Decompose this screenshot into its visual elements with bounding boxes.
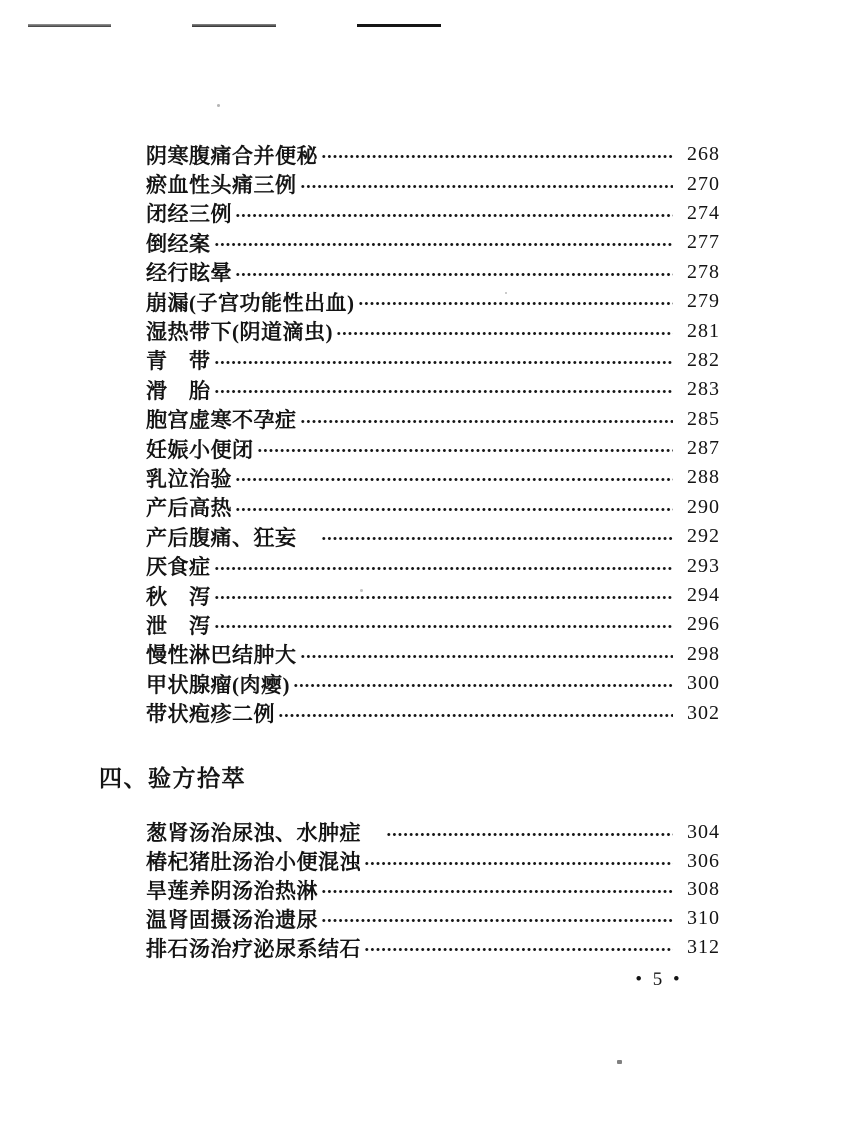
toc-entry-title: 瘀血性头痛三例 [146,173,297,198]
dot-leader [214,622,674,631]
toc-entry-page-number: 304 [687,820,720,843]
scan-artifact-speck [217,104,220,107]
toc-row [146,169,720,198]
dot-leader [235,475,673,484]
toc-entry-title: 产后高热 [146,496,232,521]
toc-entry-title: 椿杞猪肚汤治小便混浊 [146,850,361,875]
toc-entry-title: 倒经案 [146,231,211,256]
toc-row [146,669,720,698]
toc-entry-page-number: 279 [687,290,720,313]
toc-entry-page-number: 290 [687,495,720,518]
toc-entry-page-number: 312 [687,936,720,959]
toc-entry-title: 秋 泻 [146,584,211,609]
toc-row [146,140,720,169]
toc-entry-page-number: 308 [687,878,720,901]
header-rule-right [357,24,441,27]
toc-entry-page-number: 283 [687,378,720,401]
toc-row [146,610,720,639]
toc-list-section [146,818,720,962]
dot-leader [235,270,673,279]
toc-row [146,818,720,847]
toc-row [146,640,720,669]
dot-leader [214,387,674,396]
header-rule-left [28,24,111,27]
toc-entry-page-number: 287 [687,437,720,460]
dot-leader [235,505,673,514]
toc-entry-title: 旱莲养阴汤治热淋 [146,879,318,903]
dot-leader [214,564,674,573]
toc-entry-page-number: 282 [687,348,720,371]
toc-entry-title: 泄 泻 [146,613,211,638]
dot-leader [293,681,673,690]
toc-entry-page-number: 278 [687,260,720,283]
toc-row [146,463,720,492]
toc-list-main [146,140,720,728]
dot-leader [300,182,674,191]
toc-row [146,287,720,316]
toc-row [146,434,720,463]
toc-entry-title: 青 带 [146,349,211,374]
toc-entry-title: 甲状腺瘤(肉瘿) [146,672,290,697]
toc-row [146,405,720,434]
toc-entry-title: 湿热带下(阴道滴虫) [146,320,333,345]
dot-leader [386,830,674,839]
footer-page-number: • 5 • [635,969,683,990]
toc-row [146,847,720,876]
toc-row [146,698,720,727]
dot-leader [364,859,673,868]
toc-entry-title: 经行眩晕 [146,261,232,286]
toc-entry-title: 葱肾汤治尿浊、水肿症 [146,821,383,846]
toc-entry-title: 妊娠小便闭 [146,437,254,462]
scan-artifact-speck [617,1060,622,1064]
toc-row [146,581,720,610]
dot-leader [278,711,673,720]
toc-entry-page-number: 292 [687,525,720,548]
dot-leader [358,299,674,308]
toc-row [146,258,720,287]
section-heading: 四、验方拾萃 [99,766,246,791]
toc-entry-title: 闭经三例 [146,202,232,227]
toc-row [146,522,720,551]
dot-leader [336,329,673,338]
toc-entry-page-number: 281 [687,319,720,342]
toc-entry-page-number: 302 [687,701,720,724]
toc-entry-title: 排石汤治疗泌尿系结石 [146,936,361,961]
dot-leader [300,417,674,426]
toc-entry-page-number: 306 [687,849,720,872]
dot-leader [300,652,674,661]
toc-row [146,493,720,522]
dot-leader [321,534,673,543]
toc-entry-title: 胞宫虚寒不孕症 [146,408,297,433]
scan-artifact-speck [505,292,507,294]
dot-leader [235,211,673,220]
toc-entry-title: 温肾固摄汤治遗尿 [146,907,318,932]
toc-entry-page-number: 285 [687,407,720,430]
toc-row [146,933,720,962]
toc-entry-title: 乳泣治验 [146,467,232,491]
toc-row [146,375,720,404]
toc-entry-page-number: 300 [687,672,720,695]
toc-row [146,876,720,905]
scan-artifact-speck [360,589,363,592]
dot-leader [321,152,673,161]
toc-row [146,346,720,375]
toc-entry-title: 阴寒腹痛合并便秘 [146,143,318,168]
toc-entry-title: 产后腹痛、狂妄 [146,525,318,550]
toc-row [146,316,720,345]
toc-entry-title: 厌食症 [146,555,211,580]
dot-leader [321,916,673,925]
toc-entry-page-number: 268 [687,143,720,166]
toc-entry-title: 崩漏(子宫功能性出血) [146,290,355,315]
toc-entry-page-number: 296 [687,613,720,636]
header-rule-middle [192,24,276,27]
toc-entry-page-number: 270 [687,172,720,195]
dot-leader [214,358,674,367]
toc-entry-page-number: 277 [687,231,720,254]
dot-leader [214,240,674,249]
toc-row [146,228,720,257]
dot-leader [214,593,674,602]
toc-entry-title: 带状疱疹二例 [146,702,275,727]
toc-row [146,551,720,580]
toc-entry-page-number: 274 [687,201,720,224]
dot-leader [321,887,673,896]
dot-leader [257,446,674,455]
toc-entry-title: 慢性淋巴结肿大 [146,643,297,668]
toc-entry-title: 滑 胎 [146,378,211,403]
toc-row [146,199,720,228]
toc-row [146,904,720,933]
dot-leader [364,945,673,954]
toc-entry-page-number: 310 [687,907,720,930]
toc-entry-page-number: 298 [687,642,720,665]
toc-entry-page-number: 288 [687,466,720,489]
toc-entry-page-number: 294 [687,584,720,607]
toc-entry-page-number: 293 [687,554,720,577]
